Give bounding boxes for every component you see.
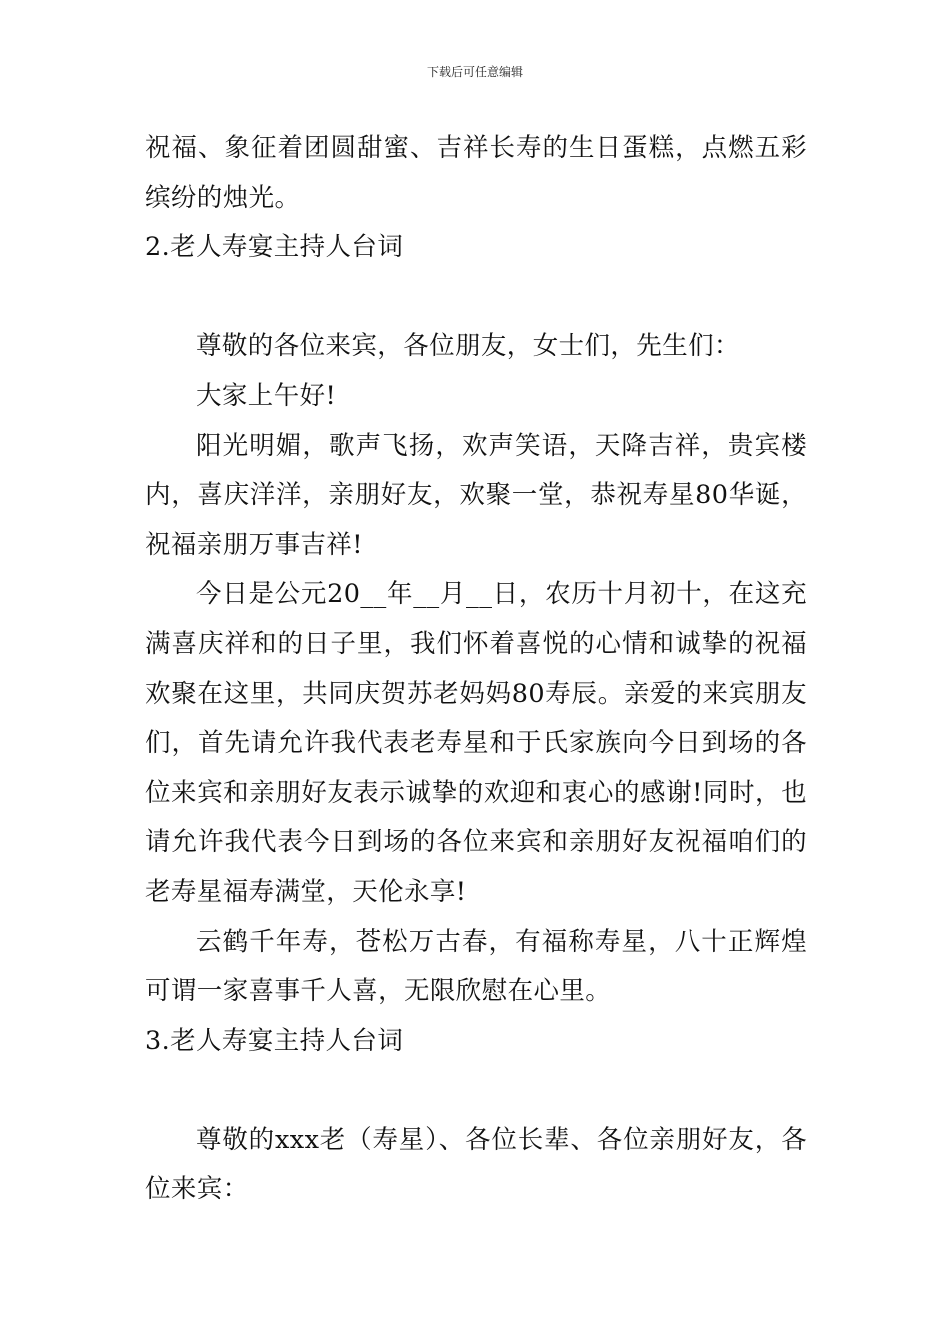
section-heading-2: 2.老人寿宴主持人台词	[145, 232, 404, 263]
paragraph-greeting: 大家上午好!	[196, 380, 337, 411]
document-body	[145, 124, 807, 1215]
paragraph-continuation: 祝福、象征着团圆甜蜜、吉祥长寿的生日蛋糕，点燃五彩缤纷的烛光。	[145, 133, 807, 213]
blank-line	[145, 273, 807, 323]
paragraph-blessing: 云鹤千年寿，苍松万古春，有福称寿星，八十正辉煌可谓一家喜事千人喜，无限欣慰在心里。	[145, 926, 807, 1007]
page-header: 下载后可任意编辑	[426, 65, 523, 79]
section-heading-3: 3.老人寿宴主持人台词	[145, 1025, 404, 1056]
paragraph-welcome: 今日是公元20__年__月__日，农历十月初十，在这充满喜庆祥和的日子里，我们怀着喜悦的心情和诚挚的祝福欢聚在这里，共同庆贺苏老妈妈80寿辰。亲爱的来宾朋友们，首先请允许我代表老寿星和于氏家族向今日到场的各位来宾和亲朋好友表示诚挚的欢迎和衷心的感谢!同时，也请允许我代表今日到场的各位来宾和亲朋好友祝福咱们的老寿星福寿满堂，天伦永享!	[145, 579, 807, 907]
paragraph-opening: 阳光明媚，歌声飞扬，欢声笑语，天降吉祥，贵宾楼内，喜庆洋洋，亲朋好友，欢聚一堂，恭祝寿星80华诞，祝福亲朋万事吉祥!	[145, 430, 807, 560]
paragraph-salutation: 尊敬的各位来宾，各位朋友，女士们，先生们：	[196, 331, 740, 362]
paragraph-salutation-2: 尊敬的xxx老（寿星）、各位长辈、各位亲朋好友，各位来宾：	[145, 1124, 807, 1205]
blank-line	[145, 1066, 807, 1116]
